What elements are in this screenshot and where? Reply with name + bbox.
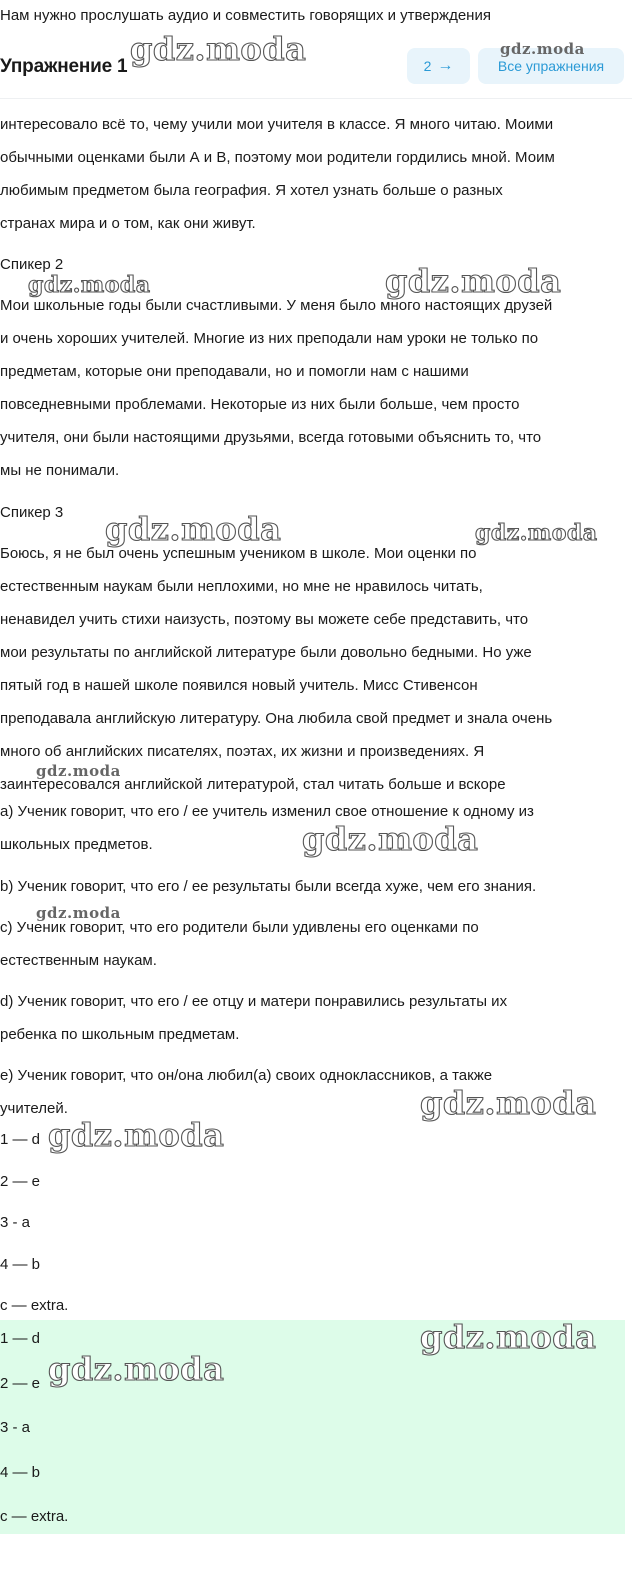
answer-box-item: 2 — e [0, 1375, 41, 1392]
statement-d-cont: ребенка по школьным предметам. [0, 1026, 240, 1043]
watermark-logo: gdz.moda [302, 820, 479, 858]
statement-e-cont: учителей. [0, 1100, 68, 1117]
watermark-logo: gdz.moda [28, 272, 151, 298]
watermark-logo: gdz.moda [475, 520, 598, 546]
watermark-logo: gdz.moda [48, 1350, 225, 1388]
answer-item: 2 — e [0, 1173, 41, 1190]
watermark-logo: gdz.moda [130, 30, 307, 68]
speaker3-line: преподавала английскую литературу. Она любила свой предмет и знала очень [0, 710, 553, 727]
answer-box-item: 1 — d [0, 1330, 41, 1347]
watermark-logo: gdz.moda [48, 1116, 225, 1154]
speaker2-line: мы не понимали. [0, 462, 120, 479]
statement-d: d) Ученик говорит, что его / ее отцу и матери понравились результаты их [0, 993, 508, 1010]
next-exercise-button[interactable] [407, 48, 470, 84]
answer-item: 3 - a [0, 1214, 31, 1231]
next-exercise-label: 2 [423, 58, 432, 74]
statement-c: c) Ученик говорит, что его родители были удивлены его оценками по [0, 919, 479, 936]
speaker1-line: странах мира и о том, как они живут. [0, 215, 256, 232]
speaker3-line: много об английских писателях, поэтах, их жизни и произведениях. Я [0, 743, 485, 760]
page-title: Упражнение 1 [0, 56, 128, 77]
speaker1-line: интересовало всё то, чему учили мои учителя в классе. Я много читаю. Моими [0, 116, 554, 133]
watermark-logo: gdz.moda [36, 762, 121, 780]
speaker2-line: Мои школьные годы были счастливыми. У меня было много настоящих друзей [0, 297, 553, 314]
statement-e: e) Ученик говорит, что он/она любил(а) своих одноклассников, а также [0, 1067, 493, 1084]
watermark-logo: gdz.moda [385, 262, 562, 300]
answer-box-item: c — extra. [0, 1508, 69, 1525]
watermark-logo: gdz.moda [420, 1084, 597, 1122]
speaker2-line: повседневными проблемами. Некоторые из них были больше, чем просто [0, 396, 520, 413]
all-exercises-label: Все упражнения [497, 58, 605, 74]
answer-item: 1 — d [0, 1131, 41, 1148]
exercise-instruction: Нам нужно прослушать аудио и совместить говорящих и утверждения [0, 7, 491, 24]
arrow-right-icon: → [437, 57, 454, 74]
watermark-logo: gdz.moda [420, 1318, 597, 1356]
watermark-logo: gdz.moda [36, 904, 121, 922]
watermark-logo: gdz.moda [105, 510, 282, 548]
speaker3-line: ненавидел учить стихи наизусть, поэтому вы можете себе представить, что [0, 611, 529, 628]
speaker3-label: Спикер 3 [0, 504, 64, 521]
all-exercises-button[interactable] [478, 48, 624, 84]
header-divider [0, 98, 632, 99]
speaker3-line: естественным наукам были неплохими, но мне не нравилось читать, [0, 578, 483, 595]
speaker2-line: и очень хороших учителей. Многие из них преподали нам уроки не только по [0, 330, 539, 347]
speaker3-line: заинтересовался английской литературой, стал читать больше и вскоре [0, 776, 506, 793]
speaker3-line: Боюсь, я не был очень успешным учеником в школе. Мои оценки по [0, 545, 477, 562]
watermark-logo: gdz.moda [500, 40, 585, 58]
answer-box-item: 4 — b [0, 1464, 41, 1481]
speaker1-line: обычными оценками были А и В, поэтому мои родители гордились мной. Моим [0, 149, 555, 166]
statement-c-cont: естественным наукам. [0, 952, 157, 969]
speaker2-label: Спикер 2 [0, 256, 64, 273]
speaker2-line: учителя, они были настоящими друзьями, всегда готовыми объяснить то, что [0, 429, 542, 446]
speaker3-line: пятый год в нашей школе появился новый учитель. Мисс Стивенсон [0, 677, 478, 694]
statement-a-cont: школьных предметов. [0, 836, 153, 853]
statement-a: a) Ученик говорит, что его / ее учитель изменил свое отношение к одному из [0, 803, 534, 820]
answer-box-item: 3 - a [0, 1419, 31, 1436]
speaker3-line: мои результаты по английской литературе были довольно бедными. Но уже [0, 644, 532, 661]
answer-item: c — extra. [0, 1297, 69, 1314]
speaker2-line: предметам, которые они преподавали, но и помогли нам с нашими [0, 363, 469, 380]
answer-item: 4 — b [0, 1256, 41, 1273]
speaker1-line: любимым предметом была география. Я хотел узнать больше о разных [0, 182, 503, 199]
statement-b: b) Ученик говорит, что его / ее результаты были всегда хуже, чем его знания. [0, 878, 537, 895]
